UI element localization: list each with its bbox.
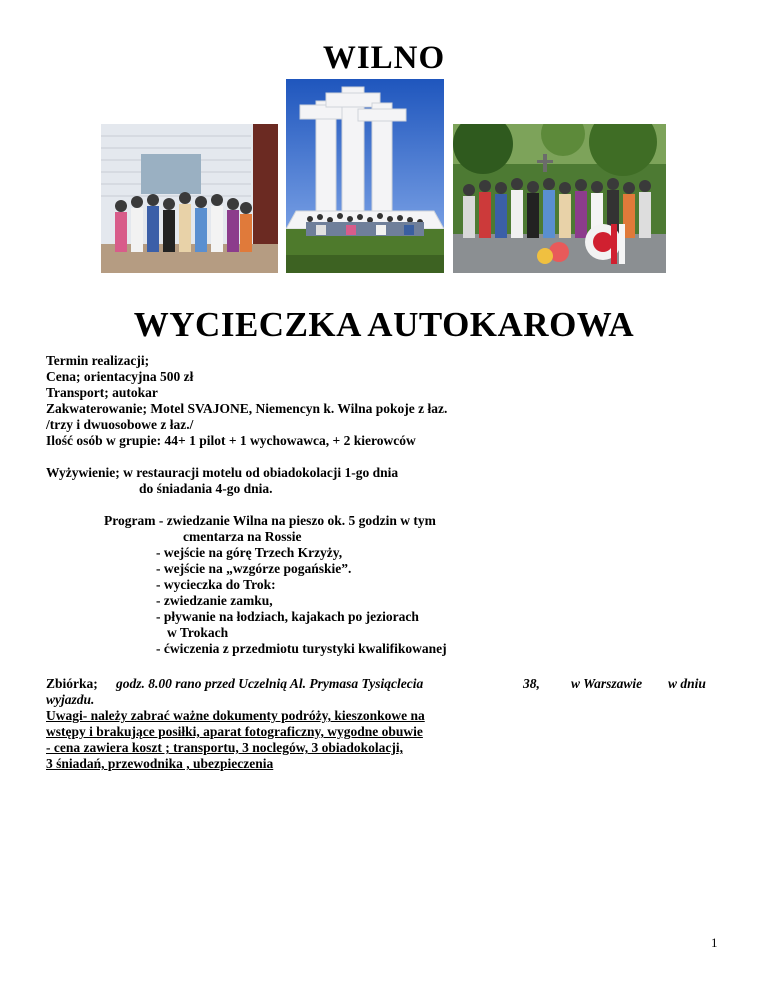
program-item: - pływanie na łodziach, kajakach po jeziorach: [156, 609, 419, 624]
page-number: 1: [711, 935, 718, 950]
detail-group-size: Ilość osób w grupie: 44+ 1 pilot + 1 wychowawca, + 2 kierowców: [46, 433, 416, 448]
detail-price: Cena; orientacyjna 500 zł: [46, 369, 194, 384]
notes-line: 3 śniadań, przewodnika , ubezpieczenia: [46, 756, 274, 771]
page-title: WILNO: [322, 40, 446, 76]
program-item: - wejście na górę Trzech Krzyży,: [156, 545, 343, 560]
detail-rooms: /trzy i dwuosobowe z łaz./: [46, 417, 194, 432]
meeting-number: 38,: [523, 676, 540, 691]
meeting-text: godz. 8.00 rano przed Uczelnią Al. Prymasa Tysiąclecia: [116, 676, 424, 691]
notes-line: - cena zawiera koszt ; transportu, 3 noclegów, 3 obiadokolacji,: [46, 740, 403, 755]
notes-line: Uwagi- należy zabrać ważne dokumenty podróży, kieszonkowe na: [46, 708, 425, 723]
meals-line-continuation: do śniadania 4-go dnia.: [139, 481, 273, 496]
program-item: - ćwiczenia z przedmiotu turystyki kwalifikowanej: [156, 641, 447, 656]
detail-accommodation: Zakwaterowanie; Motel SVAJONE, Niemencyn k. Wilna pokoje z łaz.: [46, 401, 448, 416]
program-item: cmentarza na Rossie: [183, 529, 302, 544]
rossa-cemetery-photo: [453, 124, 666, 273]
detail-transport: Transport; autokar: [46, 385, 158, 400]
program-item: - zwiedzanie zamku,: [156, 593, 273, 608]
meeting-day: w dniu: [668, 676, 706, 691]
meeting-label: Zbiórka;: [46, 676, 98, 691]
notes-line: wstępy i brakujące posiłki, aparat fotograficzny, wygodne obuwie: [46, 724, 423, 739]
meeting-continuation: wyjazdu.: [46, 692, 95, 707]
program-item: - wejście na „wzgórze pogańskie”.: [156, 561, 352, 576]
program-item: w Trokach: [167, 625, 229, 640]
meals-line: Wyżywienie; w restauracji motelu od obiadokolacji 1-go dnia: [46, 465, 399, 480]
meeting-city: w Warszawie: [571, 676, 643, 691]
program-item: - wycieczka do Trok:: [156, 577, 276, 592]
program-intro: Program - zwiedzanie Wilna na pieszo ok. 5 godzin w tym: [104, 513, 436, 528]
three-crosses-photo: [286, 79, 444, 273]
detail-term: Termin realizacji;: [46, 353, 150, 368]
group-photo-building: [101, 124, 278, 273]
trip-heading: WYCIECZKA AUTOKAROWA: [133, 305, 635, 344]
